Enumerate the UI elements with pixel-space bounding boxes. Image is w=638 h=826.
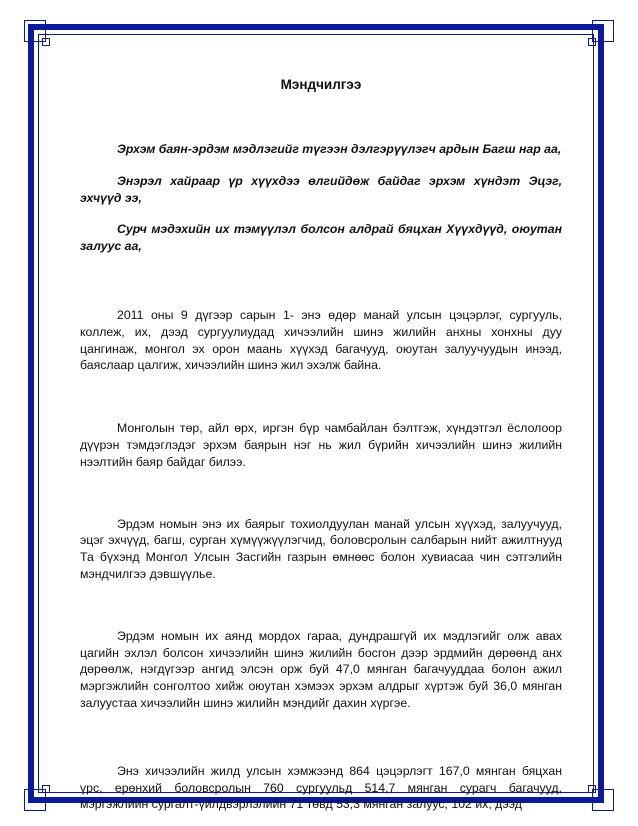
paragraph: Эрдэм номын энэ их баярыг тохиолдуулан манай улсын хүүхэд, залуучууд, эцэг эхчүүд, багш, сурган хүмүүжүүлэгчид, боловсролын салбарын нийт ажилтнууд Та бүхэнд Монгол Улсын Засгийн газрын өмнөөс болон хувиасаа чин сэтгэлийн мэндчилгээ дэвшүүлье. [80, 516, 562, 581]
document-title: Мэндчилгээ [280, 77, 362, 92]
paragraph: 2011 оны 9 дүгээр сарын 1- энэ өдөр манай улсын цэцэрлэг, сургууль, коллеж, их, дээд сургуулиудад хичээлийн шинэ жилийн анхны хонхны дуу цангинаж, монгол эх орон маань хүүхэд багачууд, оюутан залуучуудын инээд, баяслаар цалгиж, хичээлийн шинэ жил эхэлж байна. [80, 307, 562, 373]
border-corner-ornament [24, 789, 46, 811]
border-corner-ornament [592, 20, 614, 42]
greeting-teachers: Эрхэм баян-эрдэм мэдлэгийг түгээн дэлгэрүүлэгч ардын Багш нар аа, [117, 142, 562, 156]
border-corner-ornament [24, 20, 46, 42]
border-corner-ornament [592, 789, 614, 811]
document-body [80, 70, 562, 813]
paragraph: Эрдэм номын их аянд мордох гараа, дундрашгүй их мэдлэгийг олж авах цагийн эхлэл болсон хичээлийн шинэ жилийн босгон дээр эрдмийн дөрөөнд анх дөрөөлж, нэгдүгээр ангид элсэн орж буй 47,0 мянган багачууддаа болон ажил мэргэжлийн сонголтоо хийж оюутан хэмээх эрхэм алдрыг хүртэж буй 36,0 мянган залуустаа хичээлийн шинэ жилийн мэндийг дахин хүргэе. [80, 628, 562, 710]
paragraph: Энэ хичээлийн жилд улсын хэмжээнд 864 цэцэрлэгт 167,0 мянган бяцхан үрс, ерөнхий боловсролын 760 сургуульд 514,7 мянган сурагч багачууд, мэргэжлийн сургалт-үйлдвэрлэлийн 71 төвд 53,3 мянган залуус, 102 их, дээд [80, 763, 562, 812]
paragraph: Монголын төр, айл өрх, иргэн бүр чамбайлан бэлтгэж, хүндэтгэл ёслолоор дүүрэн тэмдэглэдэг эрхэм баярын нэг нь жил бүрийн хичээлийн шинэ жилийн нээлтийн баяр байдаг билээ. [80, 421, 562, 469]
greeting-parents: Энэрэл хайраар үр хүүхдээ өлгийдөж байдаг эрхэм хүндэт Эцэг, эхчүүд ээ, [80, 173, 562, 205]
greeting-students: Сурч мэдэхийн их тэмүүлэл болсон алдрай бяцхан Хүүхдүүд, оюутан залуус аа, [80, 222, 562, 254]
